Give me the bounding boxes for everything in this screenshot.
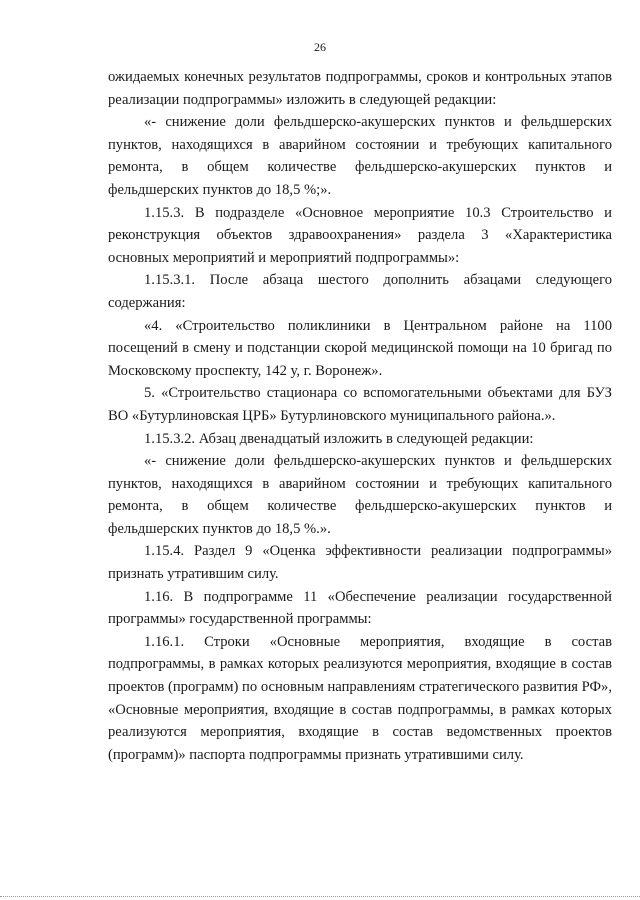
page-number: 26: [314, 40, 326, 54]
paragraph-quote-reduction: «- снижение доли фельдшерско-акушерских пунктов и фельдшерских пунктов, находящихся в аварийном состоянии и требующих капитального ремонта, в общем количестве фельдшерско-акушерских пунктов и фельдшерских пунктов до 18,5 %;».: [108, 114, 612, 198]
document-body: [108, 66, 612, 766]
paragraph-quote-reduction-2: «- снижение доли фельдшерско-акушерских пунктов и фельдшерских пунктов, находящихся в аварийном состоянии и требующих капитального ремонта, в общем количестве фельдшерско-акушерских пунктов и фельдшерских пунктов до 18,5 %.».: [108, 453, 612, 537]
paragraph-item-4: «4. «Строительство поликлиники в Центральном районе на 1100 посещений в смену и подстанции скорой медицинской помощи на 10 бригад по Московскому проспекту, 142 у, г. Воронеж».: [108, 317, 612, 379]
paragraph-item-5: 5. «Строительство стационара со вспомогательными объектами для БУЗ ВО «Бутурлиновская ЦРБ» Бутурлиновского муниципального района.».: [108, 385, 612, 424]
paragraph-1-16-1: 1.16.1. Строки «Основные мероприятия, входящие в состав подпрограммы, в рамках которых реализуются мероприятия, входящие в состав проектов (программ) по основным направлениям стратегического развития РФ», «Основные мероприятия, входящие в состав подпрограммы, в рамках которых реализуются мероприятия, входящие в состав ведомственных проектов (программ)» паспорта подпрограммы признать утратившими силу.: [108, 633, 612, 763]
paragraph-1-15-3: 1.15.3. В подразделе «Основное мероприятие 10.3 Строительство и реконструкция объектов здравоохранения» раздела 3 «Характеристика основных мероприятий и мероприятий подпрограммы»:: [108, 204, 612, 266]
paragraph-1-16: 1.16. В подпрограмме 11 «Обеспечение реализации государственной программы» государственной программы:: [108, 588, 612, 628]
paragraph-1-15-3-2: 1.15.3.2. Абзац двенадцатый изложить в следующей редакции:: [144, 430, 534, 447]
paragraph-continuation: ожидаемых конечных результатов подпрограммы, сроков и контрольных этапов реализации подпрограммы» изложить в следующей редакции:: [108, 69, 612, 108]
paragraph-1-15-4: 1.15.4. Раздел 9 «Оценка эффективности реализации подпрограммы» признать утратившим силу.: [108, 543, 612, 583]
scan-edge-line: [0, 896, 640, 897]
paragraph-1-15-3-1: 1.15.3.1. После абзаца шестого дополнить абзацами следующего содержания:: [108, 272, 612, 311]
